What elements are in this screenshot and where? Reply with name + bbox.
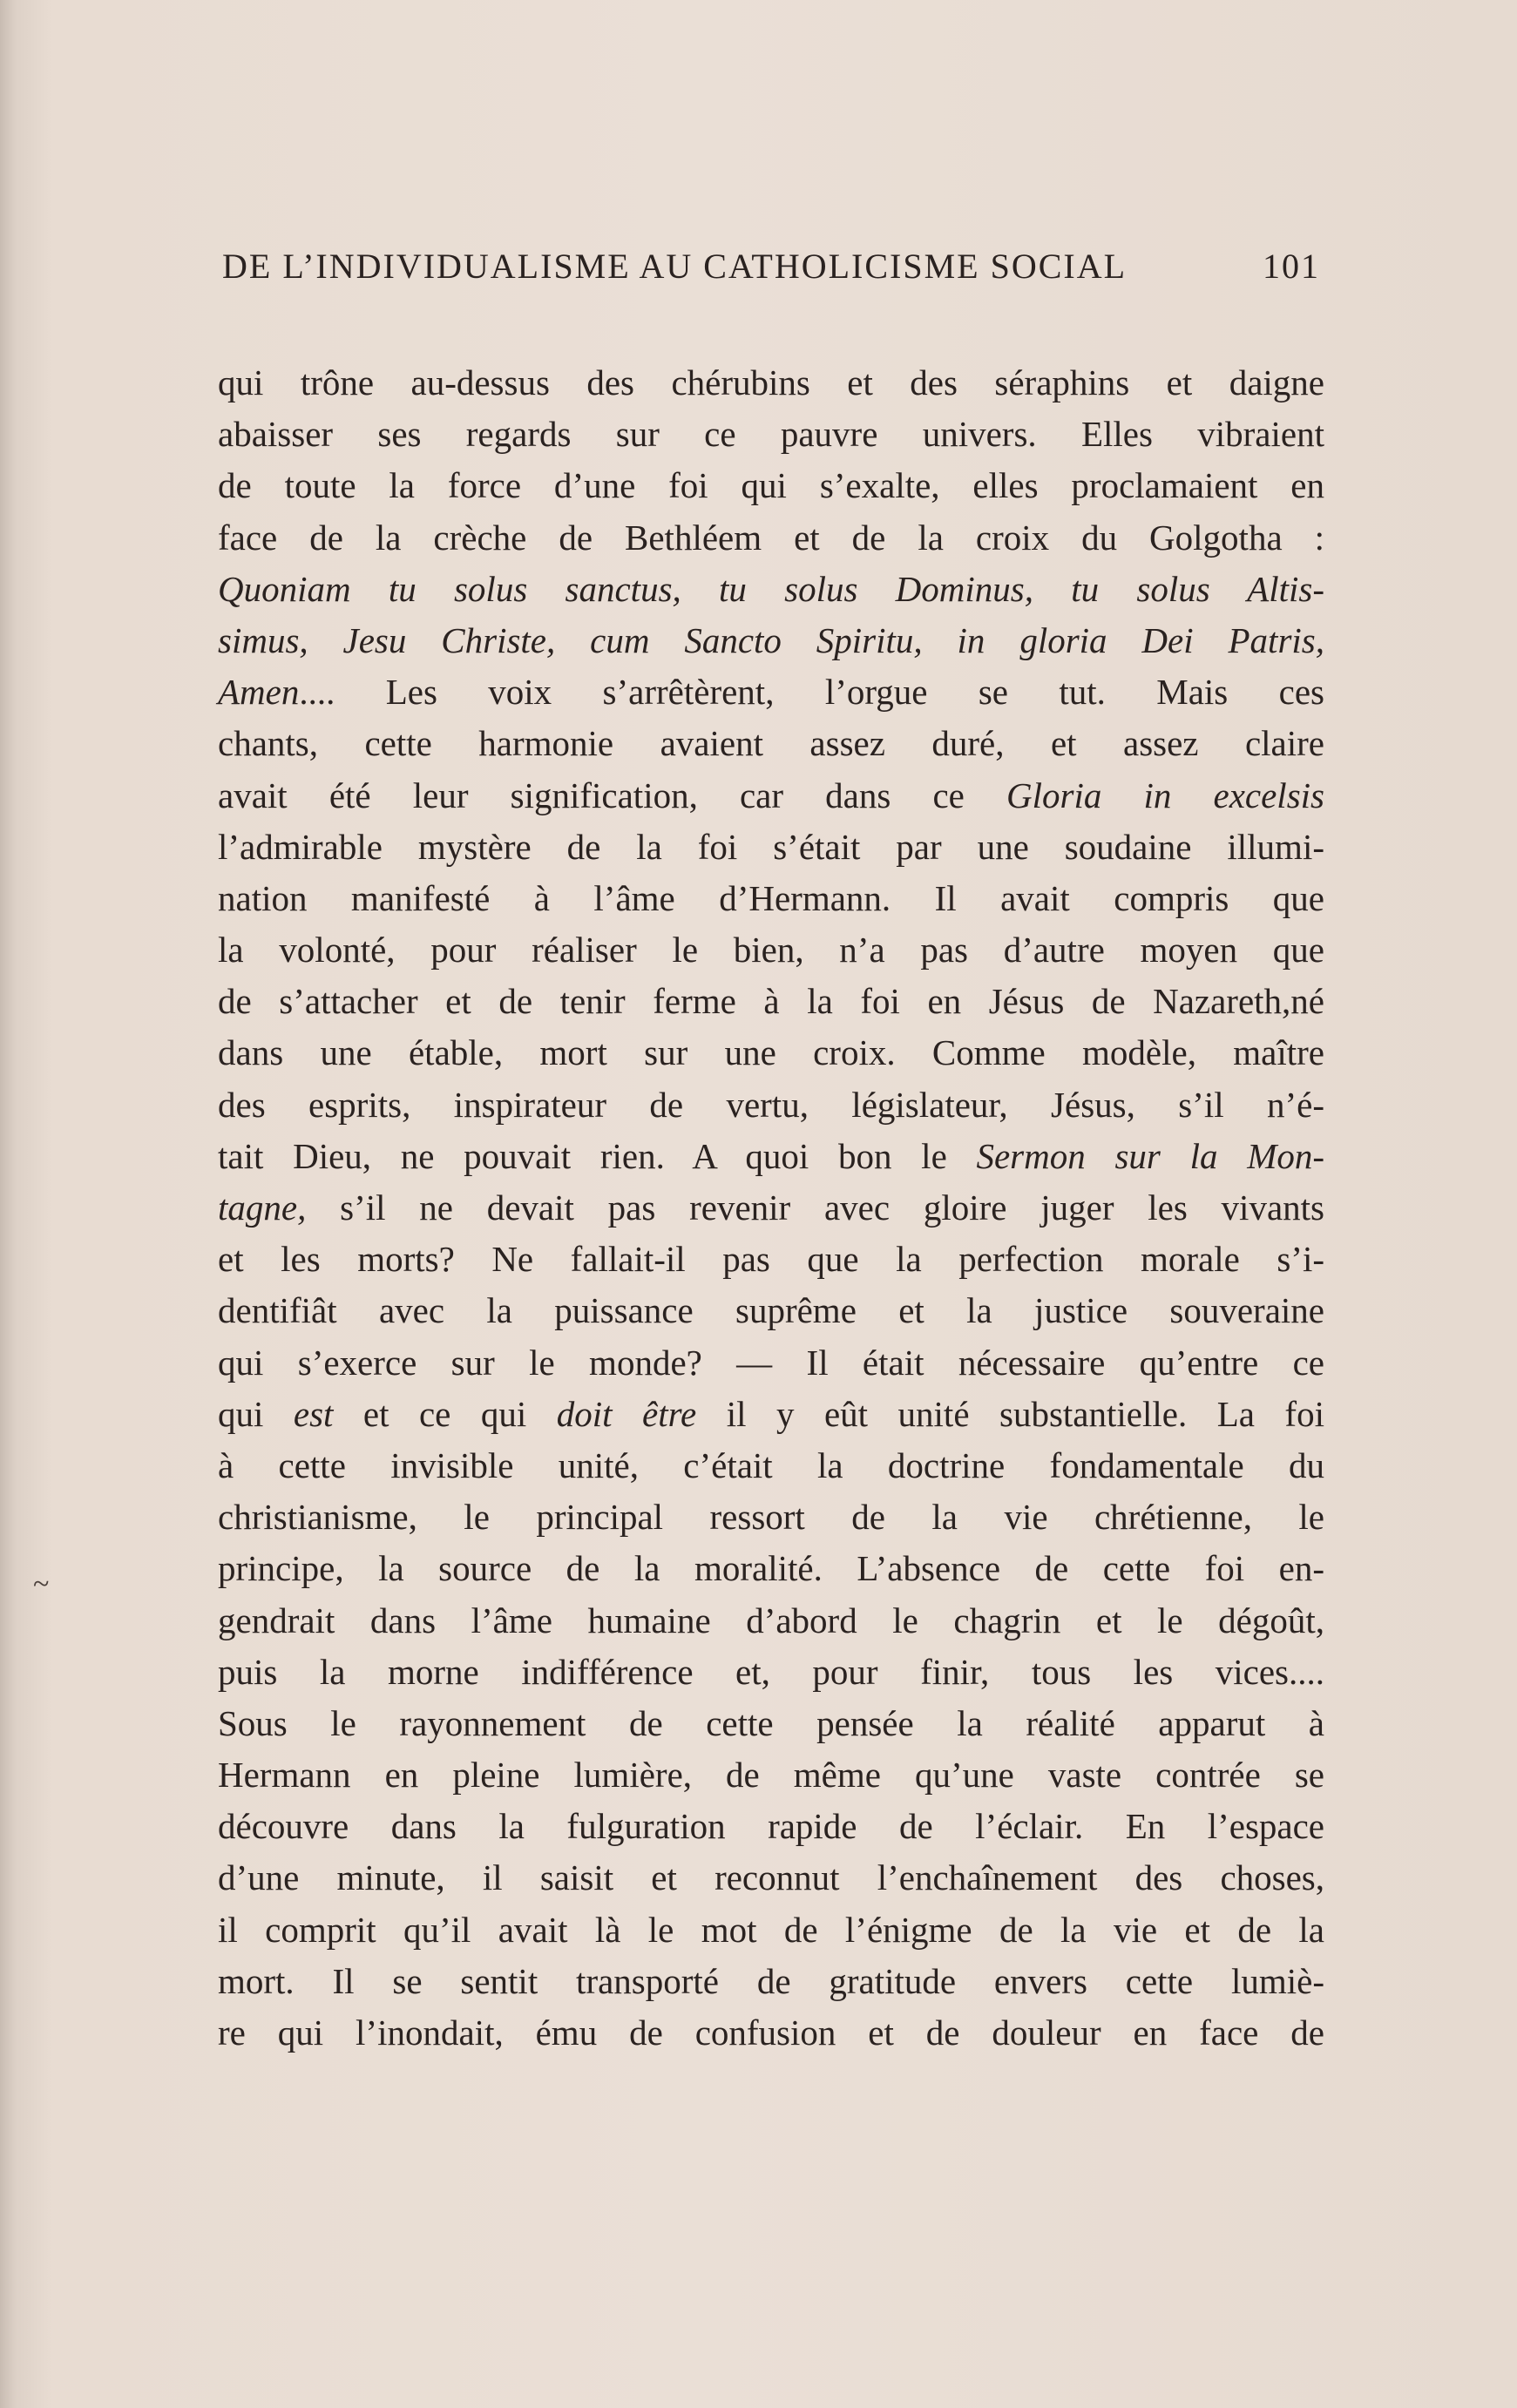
text-line bbox=[218, 1389, 1324, 1440]
italic-text: Amen bbox=[218, 672, 300, 713]
text-segment: tait Dieu, ne pouvait rien. A quoi bon le bbox=[218, 1135, 977, 1176]
text-segment: mort. Il se sentit transporté de gratitude envers cette lumiè- bbox=[218, 1960, 1324, 2001]
page-number: 101 bbox=[1263, 247, 1320, 286]
text-line bbox=[218, 357, 1324, 409]
text-line bbox=[218, 1182, 1324, 1234]
text-line bbox=[218, 1234, 1324, 1285]
margin-mark: ~ bbox=[33, 1568, 50, 1600]
text-segment: re qui l’inondait, ému de confusion et de douleur en face de bbox=[218, 2012, 1324, 2053]
text-segment: abaisser ses regards sur ce pauvre univers. Elles vibraient bbox=[218, 414, 1324, 455]
text-segment: et ce qui bbox=[333, 1393, 557, 1434]
italic-text: doit être bbox=[556, 1393, 697, 1434]
body-text bbox=[218, 357, 1324, 2059]
text-line bbox=[218, 1079, 1324, 1131]
text-line bbox=[218, 564, 1324, 615]
italic-text: Quoniam tu solus sanctus, tu solus Dominus, tu solus Altis- bbox=[218, 568, 1324, 609]
text-line bbox=[218, 1491, 1324, 1543]
text-segment: il y eût unité substantielle. La foi bbox=[696, 1393, 1324, 1434]
text-line bbox=[218, 666, 1324, 718]
text-segment: s’il ne devait pas revenir avec gloire juger les vivants bbox=[306, 1187, 1324, 1228]
text-line bbox=[218, 924, 1324, 976]
text-segment: gendrait dans l’âme humaine d’abord le chagrin et le dégoût, bbox=[218, 1600, 1324, 1640]
text-line bbox=[218, 460, 1324, 511]
text-segment: à cette invisible unité, c’était la doctrine fondamentale du bbox=[218, 1444, 1324, 1485]
italic-text: Sermon sur la Mon- bbox=[976, 1135, 1324, 1176]
italic-text: simus, Jesu Christe, cum Sancto Spiritu, in gloria Dei Patris, bbox=[218, 619, 1324, 660]
text-line bbox=[218, 1027, 1324, 1079]
text-segment: .... Les voix s’arrêtèrent, l’orgue se tut. Mais ces bbox=[299, 672, 1324, 713]
text-segment: d’une minute, il saisit et reconnut l’enchaînement des choses, bbox=[218, 1857, 1324, 1898]
text-segment: qui trône au-dessus des chérubins et des séraphins et daigne bbox=[218, 362, 1324, 402]
text-line bbox=[218, 1131, 1324, 1182]
text-segment: dans une étable, mort sur une croix. Comme modèle, maître bbox=[218, 1032, 1324, 1073]
text-line bbox=[218, 1749, 1324, 1801]
text-line bbox=[218, 1698, 1324, 1749]
text-line bbox=[218, 1543, 1324, 1594]
text-segment: avait été leur signification, car dans ce bbox=[218, 774, 1006, 815]
text-segment: de s’attacher et de tenir ferme à la foi en Jésus de Nazareth,né bbox=[218, 981, 1324, 1022]
text-line bbox=[218, 1595, 1324, 1647]
text-line bbox=[218, 718, 1324, 769]
text-line bbox=[218, 512, 1324, 564]
text-line bbox=[218, 2007, 1324, 2059]
text-segment: Sous le rayonnement de cette pensée la réalité apparut à bbox=[218, 1702, 1324, 1743]
italic-text: est bbox=[293, 1393, 334, 1434]
text-segment: principe, la source de la moralité. L’absence de cette foi en- bbox=[218, 1548, 1324, 1589]
text-segment: et les morts? Ne fallait-il pas que la perfection morale s’i- bbox=[218, 1239, 1324, 1280]
text-segment: l’admirable mystère de la foi s’était par une soudaine illumi- bbox=[218, 826, 1324, 867]
text-line bbox=[218, 822, 1324, 873]
text-line bbox=[218, 409, 1324, 460]
running-head bbox=[222, 246, 1320, 298]
text-segment: la volonté, pour réaliser le bien, n’a pas d’autre moyen que bbox=[218, 930, 1324, 971]
text-line bbox=[218, 770, 1324, 822]
text-segment: dentifiât avec la puissance suprême et la justice souveraine bbox=[218, 1290, 1324, 1331]
text-segment: nation manifesté à l’âme d’Hermann. Il avait compris que bbox=[218, 877, 1324, 918]
italic-text: tagne, bbox=[218, 1187, 307, 1228]
text-segment: qui bbox=[218, 1393, 294, 1434]
text-line bbox=[218, 1647, 1324, 1698]
text-segment: chants, cette harmonie avaient assez duré, et assez claire bbox=[218, 723, 1324, 764]
text-line bbox=[218, 976, 1324, 1027]
text-line bbox=[218, 1440, 1324, 1491]
text-segment: face de la crèche de Bethléem et de la croix du Golgotha : bbox=[218, 517, 1324, 558]
text-segment: christianisme, le principal ressort de la vie chrétienne, le bbox=[218, 1497, 1324, 1538]
text-segment: des esprits, inspirateur de vertu, législateur, Jésus, s’il n’é- bbox=[218, 1084, 1324, 1125]
text-line bbox=[218, 1852, 1324, 1904]
text-line bbox=[218, 1801, 1324, 1852]
text-segment: il comprit qu’il avait là le mot de l’énigme de la vie et de la bbox=[218, 1909, 1324, 1950]
text-line bbox=[218, 615, 1324, 666]
text-line bbox=[218, 1337, 1324, 1389]
italic-text: Gloria in excelsis bbox=[1006, 774, 1324, 815]
text-line bbox=[218, 1956, 1324, 2007]
running-head-title: DE L’INDIVIDUALISME AU CATHOLICISME SOCIAL bbox=[222, 247, 1128, 286]
text-segment: puis la morne indifférence et, pour finir, tous les vices.... bbox=[218, 1651, 1324, 1692]
text-line bbox=[218, 873, 1324, 924]
text-segment: qui s’exerce sur le monde? — Il était nécessaire qu’entre ce bbox=[218, 1342, 1324, 1383]
text-segment: Hermann en pleine lumière, de même qu’une vaste contrée se bbox=[218, 1755, 1324, 1796]
text-line bbox=[218, 1285, 1324, 1336]
text-segment: découvre dans la fulguration rapide de l’éclair. En l’espace bbox=[218, 1806, 1324, 1847]
text-segment: de toute la force d’une foi qui s’exalte, elles proclamaient en bbox=[218, 465, 1324, 506]
text-line bbox=[218, 1904, 1324, 1956]
